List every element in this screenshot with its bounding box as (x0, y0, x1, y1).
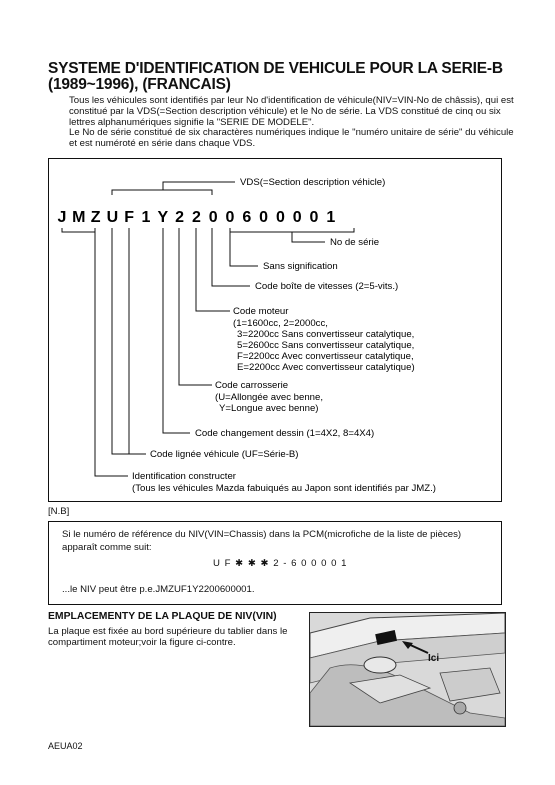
plate-location-figure (309, 612, 506, 727)
engine-title: Code moteur (233, 306, 289, 317)
vin-character: 6 (242, 209, 252, 226)
vin-character: 0 (292, 209, 302, 226)
maker-note: (Tous les véhicules Mazda fabuiqués au Japon sont identifiés par JMZ.) (132, 483, 436, 494)
vin-character: Y (157, 209, 169, 226)
design-label: Code changement dessin (1=4X2, 8=4X4) (195, 428, 375, 439)
intro-paragraph-2: Le No de série constitué de six charactères numériques indique le "numéro unitaire de série" du véhicule et est numéroté en série dans chaque VDS. (69, 127, 514, 150)
plate-section-title: EMPLACEMENTY DE LA PLAQUE DE NIV(VIN) (48, 611, 277, 622)
engine-line: 3=2200cc Sans convertisseur catalytique, (237, 329, 415, 340)
intro-paragraph-1: Tous les véhicules sont identifiés par leur No d'identification de véhicule(NIV=VIN-No de châssis), qui est constitué par la VDS(=Section description véhicule) et le No de série. La VDS constitué de cinq ou six lettres alphanumériques signifie la "SERIE DE MODELE". (69, 95, 514, 128)
here-label: Ici (428, 653, 440, 664)
gearbox-label: Code boîte de vitesses (2=5-vits.) (255, 281, 399, 292)
engine-line: (1=1600cc, 2=2000cc, (233, 318, 328, 329)
body-line: (U=Allongée avec benne, (215, 392, 324, 403)
nb-line-2: ...le NIV peut être p.e.JMZUF1Y2200600001. (62, 584, 255, 595)
vin-character: F (124, 209, 135, 226)
vin-character: U (106, 209, 119, 226)
engine-line: F=2200cc Avec convertisseur catalytique, (237, 351, 414, 362)
body-title: Code carrosserie (215, 380, 289, 391)
vin-character: 1 (141, 209, 151, 226)
vin-character: M (72, 209, 86, 226)
nb-line-1: Si le numéro de référence du NIV(VIN=Chassis) dans la PCM(microfiche de la liste de pièces) apparaît comme suit: (62, 529, 462, 553)
vin-character: 0 (275, 209, 285, 226)
vds-label: VDS(=Section description véhicle) (240, 177, 386, 188)
page-title: SYSTEME D'IDENTIFICATION DE VEHICULE POUR LA SERIE-B (1989~1996), (FRANCAIS) (48, 60, 503, 93)
serial-label: No de série (330, 237, 380, 248)
engine-line: E=2200cc Avec convertisseur catalytique) (237, 362, 415, 373)
maker-title: Identification constructer (132, 471, 236, 482)
vin-character: 0 (309, 209, 319, 226)
nb-label: [N.B] (48, 506, 70, 517)
vin-character: 0 (259, 209, 269, 226)
page-code: AEUA02 (48, 741, 83, 751)
vin-character: 2 (191, 209, 201, 226)
vin-character: 1 (326, 209, 336, 226)
vin-character: 0 (225, 209, 235, 226)
intro-text (69, 96, 514, 150)
nb-code: U F ✱ ✱ ✱ 2 - 6 0 0 0 0 1 (213, 558, 348, 569)
vin-character: 0 (208, 209, 218, 226)
engine-bay-illustration (310, 613, 505, 726)
sans-label: Sans signification (263, 261, 338, 272)
body-line: Y=Longue avec benne) (219, 403, 319, 414)
vin-character: 2 (175, 209, 185, 226)
vin-character: Z (90, 209, 101, 226)
line-label: Code lignée véhicule (UF=Série-B) (150, 449, 299, 460)
plate-section-body: La plaque est fixée au bord supérieure du tablier dans le compartiment moteur;voir la figure ci-contre. (48, 626, 288, 648)
vin-character: J (57, 209, 67, 226)
engine-line: 5=2600cc Sans convertisseur catalytique, (237, 340, 415, 351)
vin-diagram-box (48, 158, 502, 502)
